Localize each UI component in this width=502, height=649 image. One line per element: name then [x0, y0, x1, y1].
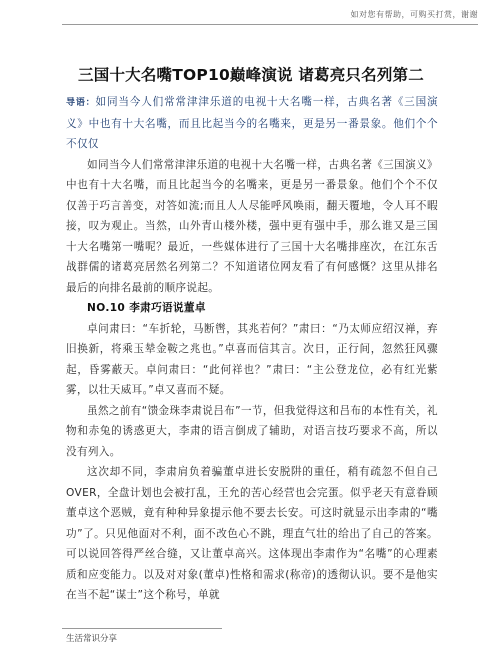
footer-text: 生活常识分享 — [66, 634, 118, 644]
lead-label: 导语： — [66, 98, 96, 108]
header-divider — [62, 24, 478, 25]
paragraph-intro: 如同当今人们常常津津乐道的电视十大名嘴一样，古典名著《三国演义》中也有十大名嘴，而且比起当今的名嘴来，更是另一番景象。他们个个不仅仅善于巧言善变，对答如流;而且人人尽能呼风唤雨，翻天覆地，令人耳不暇接，叹为观止。当然，山外青山楼外楼，强中更有强中手，那么谁又是三国十大名嘴第一嘴呢？最近，一些媒体进行了三国十大名嘴排座次，在江东舌战群儒的诸葛亮居然名列第二？不知道诸位网友看了有何感慨？这里从排名最后的向排名最前的顺序说起。 — [66, 158, 438, 294]
article-body — [66, 92, 438, 606]
paragraph-note: 虽然之前有“馈金珠李肃说吕布”一节，但我觉得这和吕布的本性有关，礼物和赤兔的诱惑更大，李肃的语言倒成了辅助，对语言技巧要求不高，所以没有列入。 — [66, 404, 438, 458]
paragraph-dialogue: 卓问肃曰：“车折轮，马断辔，其兆若何？”肃曰：“乃太师应绍汉禅，弃旧换新，将乘玉辇金鞍之兆也。”卓喜而信其言。次日，正行间，忽然狂风骤起，昏雾蔽天。卓问肃曰：“此何祥也？”肃曰：“主公登龙位，必有红光紫雾，以壮天威耳。”卓又喜而不疑。 — [66, 322, 438, 396]
header-note: 如对您有帮助，可购买打赏，谢谢 — [350, 10, 478, 19]
section-heading: NO.10 李肃巧语说董卓 — [87, 302, 206, 314]
lead-text: 如同当今人们常常津津乐道的电视十大名嘴一样，古典名著《三国演义》中也有十大名嘴，而且比起当今的名嘴来，更是另一番景象。他们个个不仅仅 — [66, 96, 438, 150]
footer-divider — [62, 628, 222, 629]
lead-paragraph — [66, 92, 438, 155]
article-title: 三国十大名嘴TOP10巅峰演说 诸葛亮只名列第二 — [78, 66, 424, 84]
paragraph-analysis: 这次却不同，李肃肩负着骗董卓进长安脱阱的重任，稍有疏忽不但自己OVER，全盘计划也会被打乱，王允的苦心经营也会完蛋。似乎老天有意眷顾董卓这个恶贼，竟有种种异象提示他不要去长安。可这时就显示出李肃的“嘴功”了。只见他面对不利，面不改色心不跳，理直气壮的给出了自己的答案。可以说回答得严丝合缝，又让董卓高兴。这体现出李肃作为“名嘴”的心理素质和应变能力。以及对对象(董卓)性格和需求(称帝)的透彻认识。要不是他实在当不起“谋士”这个称号，单就 — [66, 466, 438, 601]
